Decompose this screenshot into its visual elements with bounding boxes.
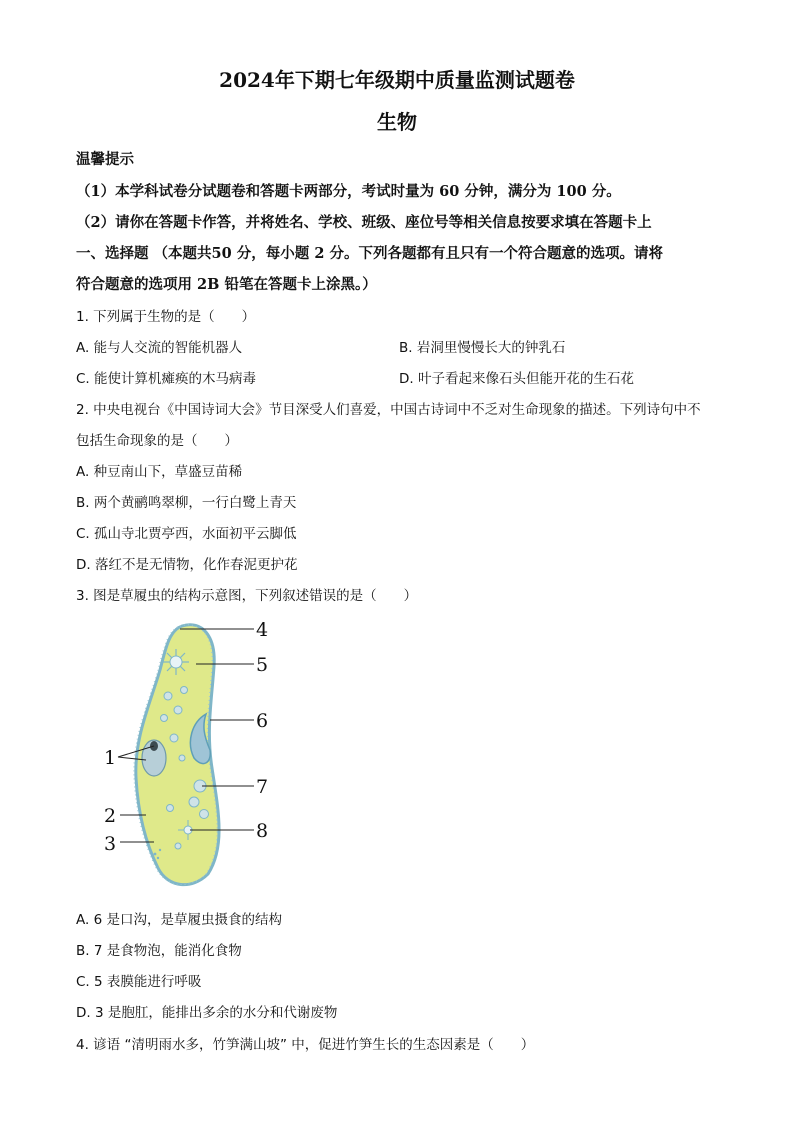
option-c: C. 5 表膜能进行呼吸 (76, 974, 202, 990)
label-3: 3 (104, 833, 117, 855)
subject-title: 生物 (377, 110, 417, 134)
option-a: A. 能与人交流的智能机器人 (76, 340, 243, 356)
question-stem: 4. 谚语 “清明雨水多，竹笋满山坡” 中，促进竹笋生长的生态因素是（ ） (76, 1037, 535, 1053)
option-a: A. 6 是口沟，是草履虫摄食的结构 (76, 912, 282, 928)
option-a: A. 种豆南山下，草盛豆苗稀 (76, 464, 243, 480)
label-5: 5 (256, 654, 269, 676)
option-d: D. 落红不是无情物，化作春泥更护花 (76, 557, 298, 573)
label-2: 2 (104, 805, 117, 827)
label-1: 1 (104, 747, 117, 769)
label-8: 8 (256, 820, 269, 842)
section-heading: 一、选择题 （本题共50 分，每小题 2 分。下列各题都有且只有一个符合题意的选项。请将 (76, 245, 663, 262)
label-4: 4 (256, 619, 269, 641)
option-d: D. 3 是胞肛，能排出多余的水分和代谢废物 (76, 1005, 338, 1021)
label-6: 6 (256, 710, 269, 732)
option-c: C. 孤山寺北贾亭西，水面初平云脚低 (76, 526, 297, 542)
section-heading-cont: 符合题意的选项用 2B 铅笔在答题卡上涂黑。） (76, 276, 377, 293)
option-b: B. 两个黄鹂鸣翠柳，一行白鹭上青天 (76, 495, 297, 511)
option-b: B. 7 是食物泡，能消化食物 (76, 943, 242, 959)
tips-heading: 温馨提示 (76, 151, 134, 168)
tip-item: （2）请你在答题卡作答，并将姓名、学校、班级、座位号等相关信息按要求填在答题卡上 (76, 214, 652, 231)
exam-title: 2024年下期七年级期中质量监测试题卷 (219, 68, 575, 92)
question-stem-cont: 包括生命现象的是（ ） (76, 433, 238, 449)
question-stem: 3. 图是草履虫的结构示意图，下列叙述错误的是（ ） (76, 588, 418, 604)
option-d: D. 叶子看起来像石头但能开花的生石花 (399, 371, 634, 387)
question-stem: 1. 下列属于生物的是（ ） (76, 309, 256, 325)
question-stem: 2. 中央电视台《中国诗词大会》节目深受人们喜爱，中国古诗词中不乏对生命现象的描述。下列诗句中不 (76, 402, 701, 418)
paramecium-diagram (98, 618, 278, 890)
tip-item: （1）本学科试卷分试题卷和答题卡两部分，考试时量为 60 分钟，满分为 100 分。 (76, 183, 621, 200)
label-7: 7 (256, 776, 269, 798)
option-b: B. 岩洞里慢慢长大的钟乳石 (399, 340, 566, 356)
micronucleus (150, 741, 158, 751)
option-c: C. 能使计算机瘫痪的木马病毒 (76, 371, 257, 387)
